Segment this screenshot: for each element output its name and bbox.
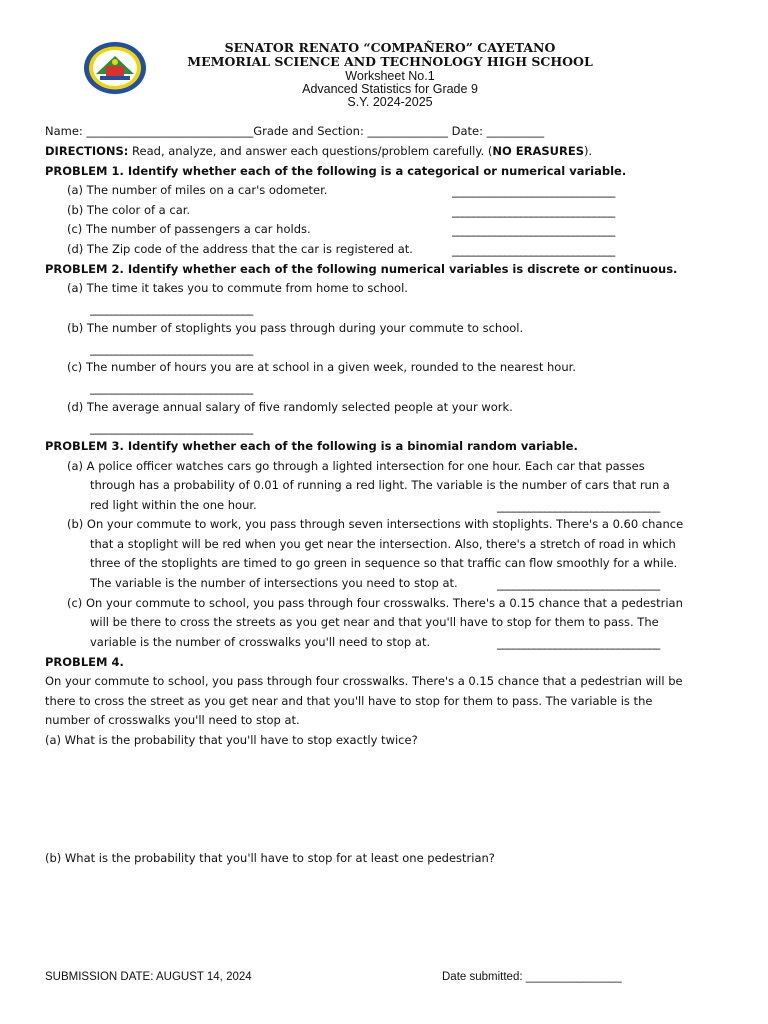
problem3-item-b-line2: that a stoplight will be red when you get near the intersection. Also, there's a stretch of road in which — [90, 537, 676, 551]
problem4-text-line1: On your commute to school, you pass through four crosswalks. There's a 0.15 chance that a pedestrian will be — [45, 674, 683, 688]
problem1-answer-blank-d[interactable]: _______________________________ — [452, 243, 615, 257]
problem1-item-c: (c) The number of passengers a car holds. — [67, 222, 311, 236]
problem3-title: PROBLEM 3. Identify whether each of the following is a binomial random variable. — [45, 439, 578, 453]
problem2-answer-blank-b[interactable]: _______________________________ — [90, 342, 253, 356]
problem2-title: PROBLEM 2. Identify whether each of the following numerical variables is discrete or continuous. — [45, 262, 678, 276]
problem1-title: PROBLEM 1. Identify whether each of the following is a categorical or numerical variable. — [45, 164, 627, 178]
problem2-answer-blank-c[interactable]: _______________________________ — [90, 381, 253, 395]
date-submitted-field[interactable]: Date submitted: _______________ — [442, 971, 622, 983]
school-seal-logo — [82, 40, 148, 96]
problem1-answer-blank-b[interactable]: _______________________________ — [452, 204, 615, 218]
directions-text: Read, analyze, and answer each questions/problem carefully. ( — [128, 144, 493, 158]
problem3-item-b-line1: (b) On your commute to work, you pass through seven intersections with stoplights. There's a 0.60 chance — [67, 517, 684, 531]
problem3-answer-blank-a[interactable]: _______________________________ — [497, 499, 660, 513]
problem3-item-a-line2: through has a probability of 0.01 of running a red light. The variable is the number of cars that run a — [90, 478, 670, 492]
problem3-item-c-line1: (c) On your commute to school, you pass through four crosswalks. There's a 0.15 chance that a pedestrian — [67, 596, 683, 610]
problem2-item-b: (b) The number of stoplights you pass through during your commute to school. — [67, 321, 524, 335]
directions-end: ). — [583, 144, 593, 158]
problem2-item-c: (c) The number of hours you are at school in a given week, rounded to the nearest hour. — [67, 360, 576, 374]
problem4-title: PROBLEM 4. — [45, 655, 124, 669]
subject-title: Advanced Statistics for Grade 9 — [302, 82, 478, 96]
student-info-line: Name: _____________________________Grade and Section: ______________ Date: __________ — [45, 124, 545, 138]
problem3-answer-blank-c[interactable]: _______________________________ — [497, 636, 660, 650]
problem3-item-c-line3: variable is the number of crosswalks you'll need to stop at. — [90, 635, 431, 649]
problem3-item-b-line3: three of the stoplights are timed to go green in sequence so that traffic can flow smoothly for a while. — [90, 556, 678, 570]
problem2-answer-blank-d[interactable]: _______________________________ — [90, 421, 253, 435]
problem1-answer-blank-c[interactable]: _______________________________ — [452, 223, 615, 237]
submission-date: SUBMISSION DATE: AUGUST 14, 2024 — [45, 971, 252, 983]
problem4-text-line2: there to cross the street as you get near and that you'll have to stop for them to pass. The variable is the — [45, 694, 653, 708]
problem3-item-a-line3: red light within the one hour. — [90, 498, 257, 512]
worksheet-number: Worksheet No.1 — [345, 69, 435, 83]
directions-emphasis: NO ERASURES — [492, 144, 584, 158]
problem3-answer-blank-b[interactable]: _______________________________ — [497, 577, 660, 591]
problem3-item-c-line2: will be there to cross the streets as you get near and that you'll have to stop for them to pass. The — [90, 615, 659, 629]
school-year: S.Y. 2024-2025 — [347, 95, 433, 109]
problem4-text-line3: number of crosswalks you'll need to stop at. — [45, 713, 300, 727]
directions-label: DIRECTIONS: — [45, 144, 129, 158]
problem1-answer-blank-a[interactable]: _______________________________ — [452, 184, 615, 198]
problem3-item-b-line4: The variable is the number of intersections you need to stop at. — [90, 576, 458, 590]
directions — [45, 144, 592, 158]
problem1-item-b: (b) The color of a car. — [67, 203, 191, 217]
school-name-line1: SENATOR RENATO “COMPAÑERO” CAYETANO — [224, 40, 556, 55]
problem4-question-a: (a) What is the probability that you'll have to stop exactly twice? — [45, 733, 418, 747]
problem2-answer-blank-a[interactable]: _______________________________ — [90, 302, 253, 316]
school-name-line2: MEMORIAL SCIENCE AND TECHNOLOGY HIGH SCHOOL — [187, 54, 593, 69]
problem4-question-b: (b) What is the probability that you'll have to stop for at least one pedestrian? — [45, 851, 495, 865]
problem3-item-a-line1: (a) A police officer watches cars go through a lighted intersection for one hour. Each car that passes — [67, 459, 645, 473]
problem1-item-d: (d) The Zip code of the address that the car is registered at. — [67, 242, 413, 256]
problem1-item-a: (a) The number of miles on a car's odometer. — [67, 183, 328, 197]
problem2-item-a: (a) The time it takes you to commute from home to school. — [67, 281, 408, 295]
problem2-item-d: (d) The average annual salary of five randomly selected people at your work. — [67, 400, 513, 414]
